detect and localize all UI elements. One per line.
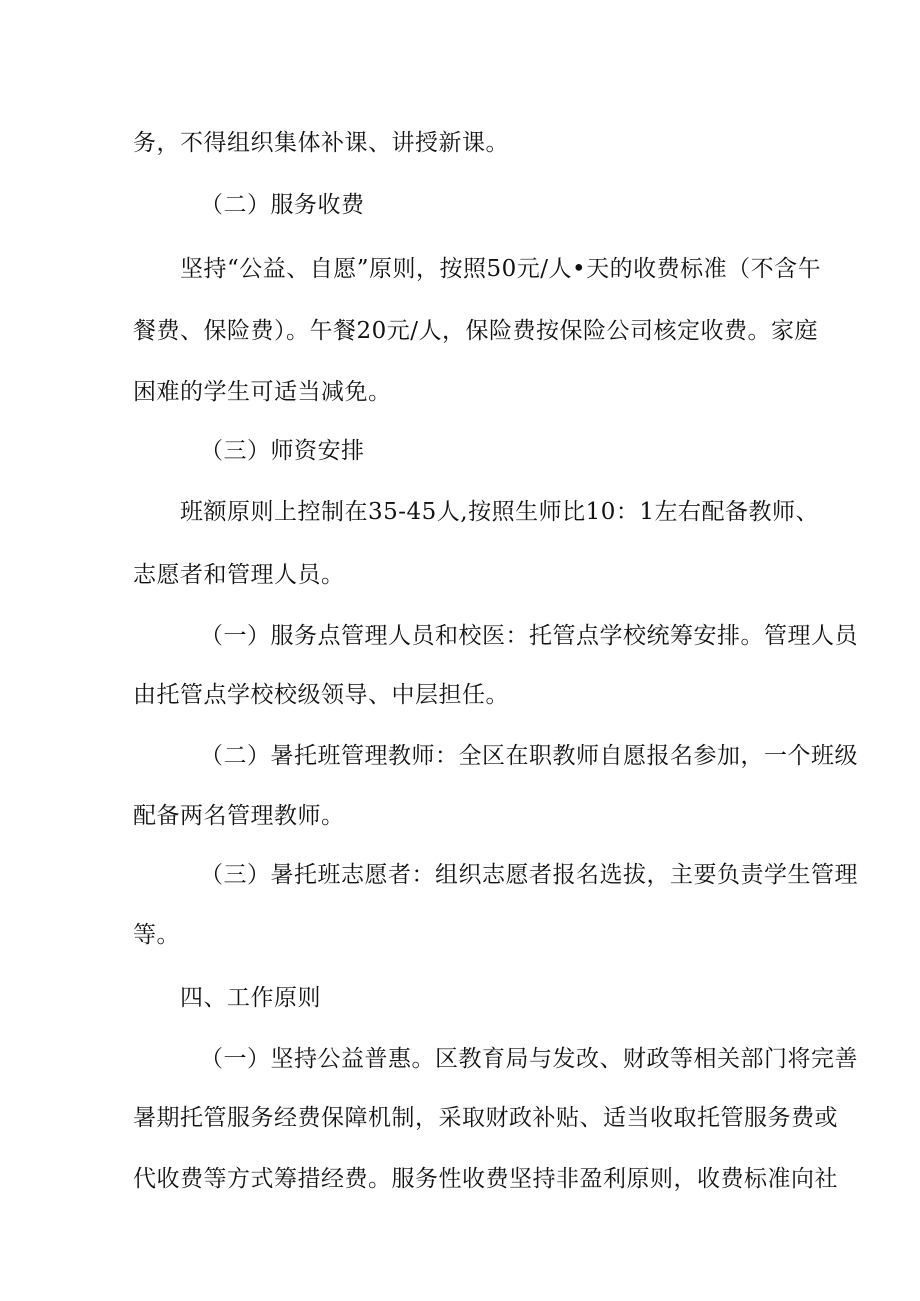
paragraph-line: 坚持“公益、自愿”原则，按照50元/人•天的收费标准（不含午 — [180, 256, 822, 282]
paragraph-line: 等。 — [133, 922, 180, 948]
paragraph-line: （一）坚持公益普惠。区教育局与发改、财政等相关部门将完善 — [200, 1046, 858, 1072]
section-heading-teacher-arrangement: （三）师资安排 — [200, 438, 365, 464]
section-heading-service-fee: （二）服务收费 — [200, 192, 365, 218]
paragraph-line: （三）暑托班志愿者：组织志愿者报名选拔，主要负责学生管理 — [200, 862, 858, 888]
paragraph-line: 志愿者和管理人员。 — [133, 562, 345, 588]
section-heading-work-principles: 四、工作原则 — [180, 985, 321, 1011]
paragraph-line: 困难的学生可适当减免。 — [133, 379, 392, 405]
paragraph-line: （一）服务点管理人员和校医：托管点学校统筹安排。管理人员 — [200, 623, 858, 649]
paragraph-line: 餐费、保险费）。午餐20元/人，保险费按保险公司核定收费。家庭 — [133, 318, 819, 344]
paragraph-line: 班额原则上控制在35-45人,按照生师比10：1左右配备教师、 — [180, 499, 820, 525]
paragraph-line: 暑期托管服务经费保障机制，采取财政补贴、适当收取托管服务费或 — [133, 1105, 838, 1131]
paragraph-line: 代收费等方式筹措经费。服务性收费坚持非盈利原则，收费标准向社 — [133, 1166, 838, 1192]
paragraph-line: 务，不得组织集体补课、讲授新课。 — [133, 130, 509, 156]
paragraph-line: （二）暑托班管理教师：全区在职教师自愿报名参加，一个班级 — [200, 743, 858, 769]
paragraph-line: 由托管点学校校级领导、中层担任。 — [133, 682, 509, 708]
paragraph-line: 配备两名管理教师。 — [133, 803, 345, 829]
